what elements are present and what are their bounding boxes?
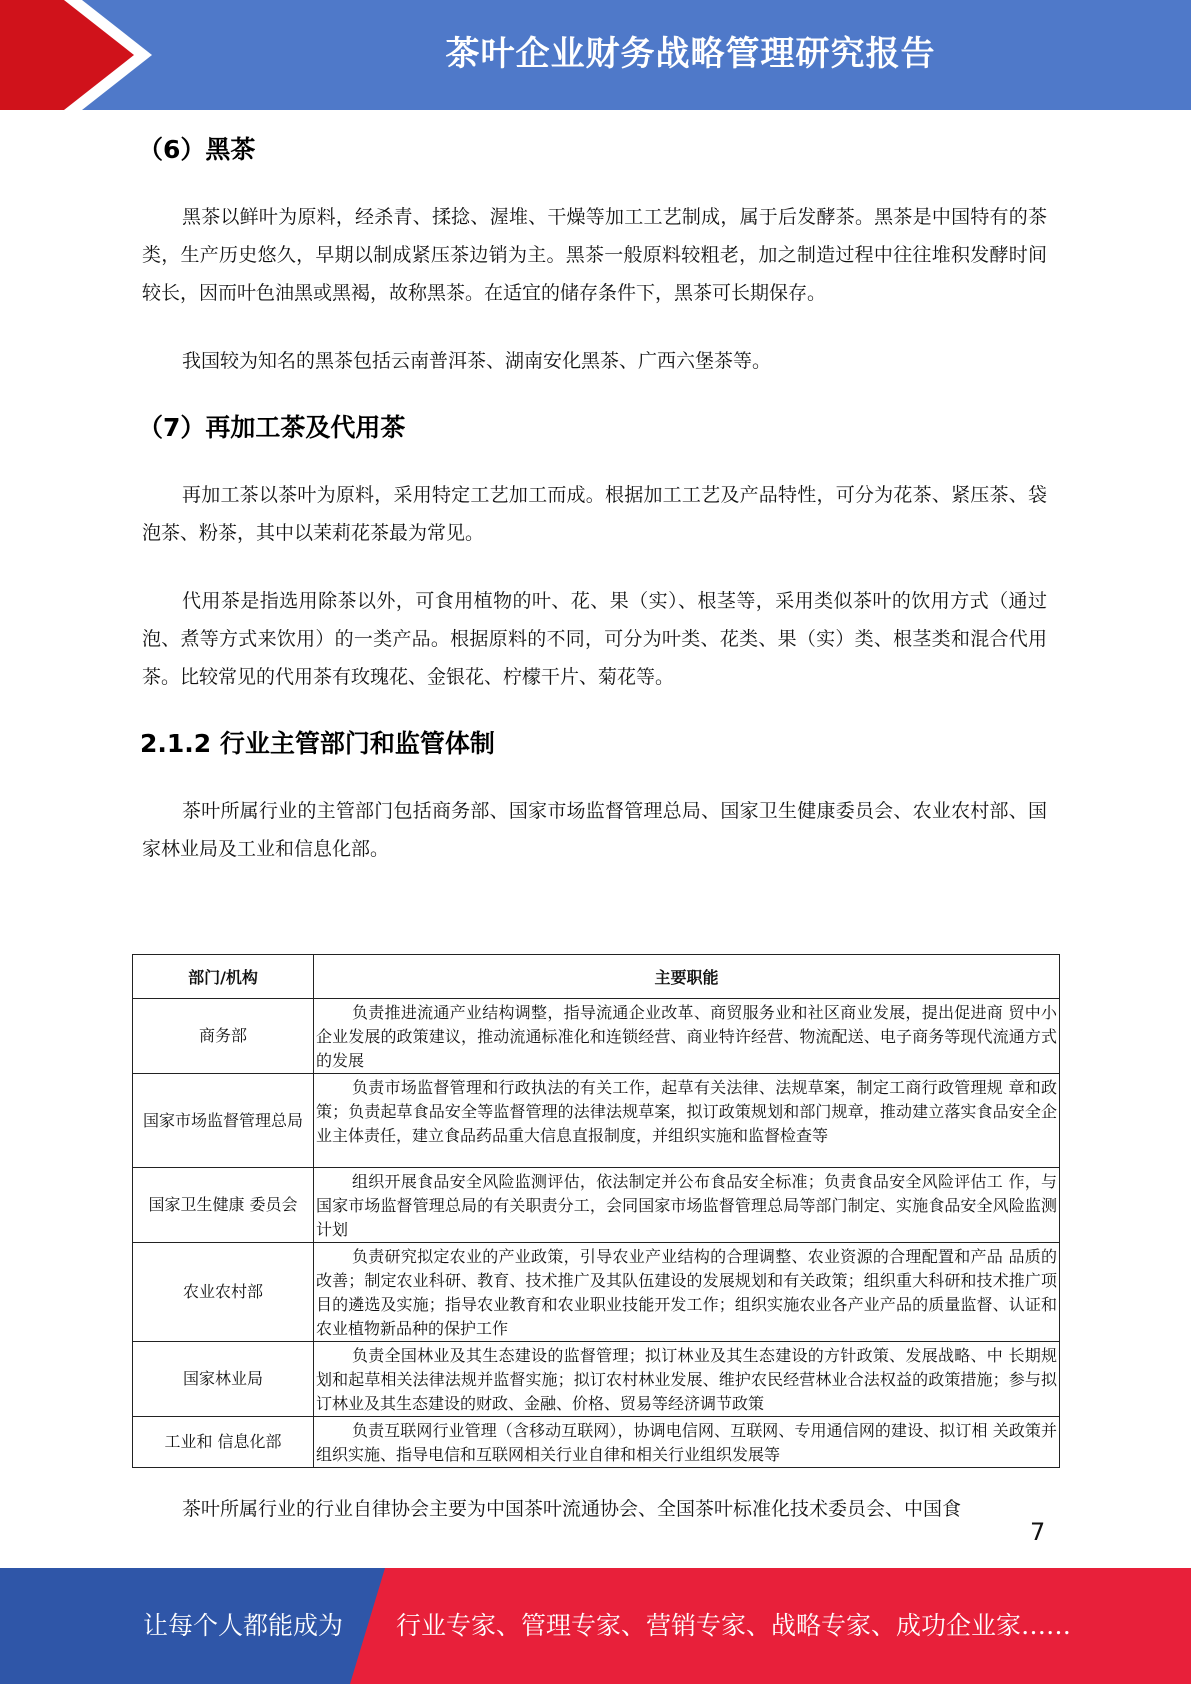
column-header-department: 部门/机构 bbox=[133, 955, 314, 999]
header-banner bbox=[0, 0, 1191, 110]
table-header-row bbox=[133, 955, 1060, 999]
duty-cell: 负责全国林业及其生态建设的监督管理；拟订林业及其生态建设的方针政策、发展战略、中 长期规划和起草相关法律法规并监督实施；拟订农村林业发展、维护农民经营林业合法权益的政策措施；参与拟订林业及其生态建设的财政、金融、价格、贸易等经济调节政策 bbox=[314, 1342, 1060, 1417]
page-content bbox=[138, 124, 1047, 868]
paragraph-black-tea-1: 黑茶以鲜叶为原料，经杀青、揉捻、渥堆、干燥等加工工艺制成，属于后发酵茶。黑茶是中国特有的茶类，生产历史悠久，早期以制成紧压茶边销为主。黑茶一般原料较粗老，加之制造过程中往往堆积发酵时间较长，因而叶色油黑或黑褐，故称黑茶。在适宜的储存条件下，黑茶可长期保存。 bbox=[142, 206, 1047, 304]
footer-banner bbox=[0, 1568, 1191, 1684]
column-header-duties: 主要职能 bbox=[314, 955, 1060, 999]
red-arrow-decoration bbox=[0, 0, 160, 110]
paragraph-black-tea-2: 我国较为知名的黑茶包括云南普洱茶、湖南安化黑茶、广西六堡茶等。 bbox=[182, 350, 772, 372]
table-row bbox=[133, 1417, 1060, 1468]
table-row bbox=[133, 1074, 1060, 1168]
duty-cell: 负责推进流通产业结构调整，指导流通企业改革、商贸服务业和社区商业发展，提出促进商 贸中小企业发展的政策建议，推动流通标准化和连锁经营、商业特许经营、物流配送、电子商务等现代流通方式的发展 bbox=[314, 999, 1060, 1074]
department-cell: 工业和 信息化部 bbox=[133, 1417, 314, 1468]
table-row bbox=[133, 1168, 1060, 1243]
department-cell: 国家卫生健康 委员会 bbox=[133, 1168, 314, 1243]
page-number: 7 bbox=[1030, 1518, 1046, 1546]
duty-cell: 组织开展食品安全风险监测评估，依法制定并公布食品安全标准；负责食品安全风险评估工 作，与国家市场监督管理总局的有关职责分工，会同国家市场监督管理总局等部门制定、实施食品安全风险监测计划 bbox=[314, 1168, 1060, 1243]
table-row bbox=[133, 1342, 1060, 1417]
department-cell: 农业农村部 bbox=[133, 1243, 314, 1342]
department-cell: 国家林业局 bbox=[133, 1342, 314, 1417]
duty-cell: 负责研究拟定农业的产业政策，引导农业产业结构的合理调整、农业资源的合理配置和产品 品质的改善；制定农业科研、教育、技术推广及其队伍建设的发展规划和有关政策；组织重大科研和技术推广项目的遴选及实施；指导农业教育和农业职业技能开发工作；组织实施农业各产业产品的质量监督、认证和农业植物新品种的保护工作 bbox=[314, 1243, 1060, 1342]
footer-slogan-right: 行业专家、管理专家、营销专家、战略专家、成功企业家…… bbox=[396, 1611, 1072, 1640]
paragraph-associations: 茶叶所属行业的行业自律协会主要为中国茶叶流通协会、全国茶叶标准化技术委员会、中国食 bbox=[182, 1498, 962, 1520]
heading-black-tea: （6）黑茶 bbox=[138, 135, 256, 164]
footer-slogan-left: 让每个人都能成为 bbox=[143, 1611, 344, 1640]
paragraph-regulation: 茶叶所属行业的主管部门包括商务部、国家市场监督管理总局、国家卫生健康委员会、农业农村部、国家林业局及工业和信息化部。 bbox=[142, 800, 1047, 860]
table-row bbox=[133, 1243, 1060, 1342]
paragraph-reprocessed-2: 代用茶是指选用除茶以外，可食用植物的叶、花、果（实）、根茎等，采用类似茶叶的饮用方式（通过泡、煮等方式来饮用）的一类产品。根据原料的不同，可分为叶类、花类、果（实）类、根茎类和混合代用茶。比较常见的代用茶有玫瑰花、金银花、柠檬干片、菊花等。 bbox=[142, 590, 1047, 688]
duty-cell: 负责互联网行业管理（含移动互联网），协调电信网、互联网、专用通信网的建设、拟订相 关政策并组织实施、指导电信和互联网相关行业自律和相关行业组织发展等 bbox=[314, 1417, 1060, 1468]
table-row bbox=[133, 999, 1060, 1074]
department-cell: 商务部 bbox=[133, 999, 314, 1074]
duty-cell: 负责市场监督管理和行政执法的有关工作，起草有关法律、法规草案，制定工商行政管理规 章和政策；负责起草食品安全等监督管理的法律法规草案，拟订政策规划和部门规章，推动建立落实食品安全企业主体责任，建立食品药品重大信息直报制度，并组织实施和监督检查等 bbox=[314, 1074, 1060, 1168]
report-title: 茶叶企业财务战略管理研究报告 bbox=[445, 34, 936, 74]
paragraph-reprocessed-1: 再加工茶以茶叶为原料，采用特定工艺加工而成。根据加工工艺及产品特性，可分为花茶、紧压茶、袋泡茶、粉茶，其中以茉莉花茶最为常见。 bbox=[142, 484, 1047, 544]
department-cell: 国家市场监督管理总局 bbox=[133, 1074, 314, 1168]
department-duties-table bbox=[132, 954, 1060, 1468]
heading-reprocessed-tea: （7）再加工茶及代用茶 bbox=[138, 413, 406, 442]
heading-regulation: 2.1.2 行业主管部门和监管体制 bbox=[140, 729, 495, 758]
